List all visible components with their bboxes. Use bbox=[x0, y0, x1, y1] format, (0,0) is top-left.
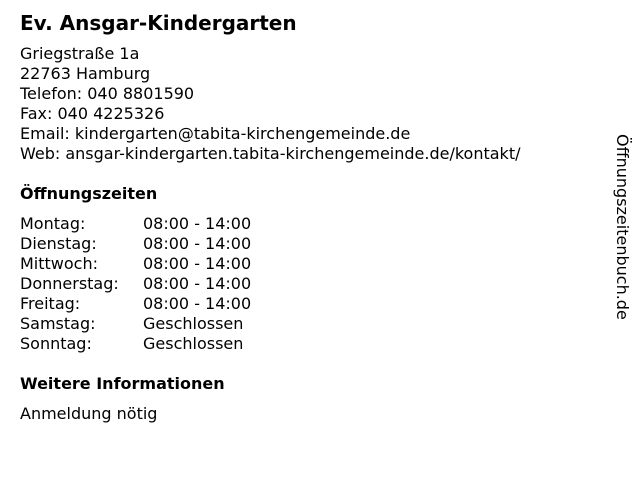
page-title: Ev. Ansgar-Kindergarten bbox=[20, 11, 297, 35]
address-block bbox=[20, 44, 520, 164]
time-value: 08:00 - 14:00 bbox=[143, 294, 252, 313]
city-postal-code: 22763 Hamburg bbox=[20, 64, 151, 83]
further-info-heading: Weitere Informationen bbox=[20, 374, 225, 393]
time-value: 08:00 - 14:00 bbox=[143, 214, 252, 233]
street-address: Griegstraße 1a bbox=[20, 44, 140, 63]
day-label: Freitag: bbox=[20, 294, 81, 313]
day-label: Mittwoch: bbox=[20, 254, 98, 273]
opening-hours-heading: Öffnungszeiten bbox=[20, 184, 158, 203]
time-value: 08:00 - 14:00 bbox=[143, 274, 252, 293]
email-address: Email: kindergarten@tabita-kirchengemeinde.de bbox=[20, 124, 411, 143]
day-label: Montag: bbox=[20, 214, 86, 233]
time-value: 08:00 - 14:00 bbox=[143, 234, 252, 253]
time-value: 08:00 - 14:00 bbox=[143, 254, 252, 273]
further-info-text: Anmeldung nötig bbox=[20, 404, 158, 423]
website-url: Web: ansgar-kindergarten.tabita-kirchengemeinde.de/kontakt/ bbox=[20, 144, 521, 163]
site-watermark: Öffnungszeitenbuch.de bbox=[613, 134, 632, 320]
time-value: Geschlossen bbox=[143, 314, 244, 333]
phone-number: Telefon: 040 8801590 bbox=[20, 84, 195, 103]
day-label: Sonntag: bbox=[20, 334, 92, 353]
day-label: Donnerstag: bbox=[20, 274, 119, 293]
day-label: Samstag: bbox=[20, 314, 96, 333]
fax-number: Fax: 040 4225326 bbox=[20, 104, 165, 123]
time-value: Geschlossen bbox=[143, 334, 244, 353]
day-label: Dienstag: bbox=[20, 234, 97, 253]
